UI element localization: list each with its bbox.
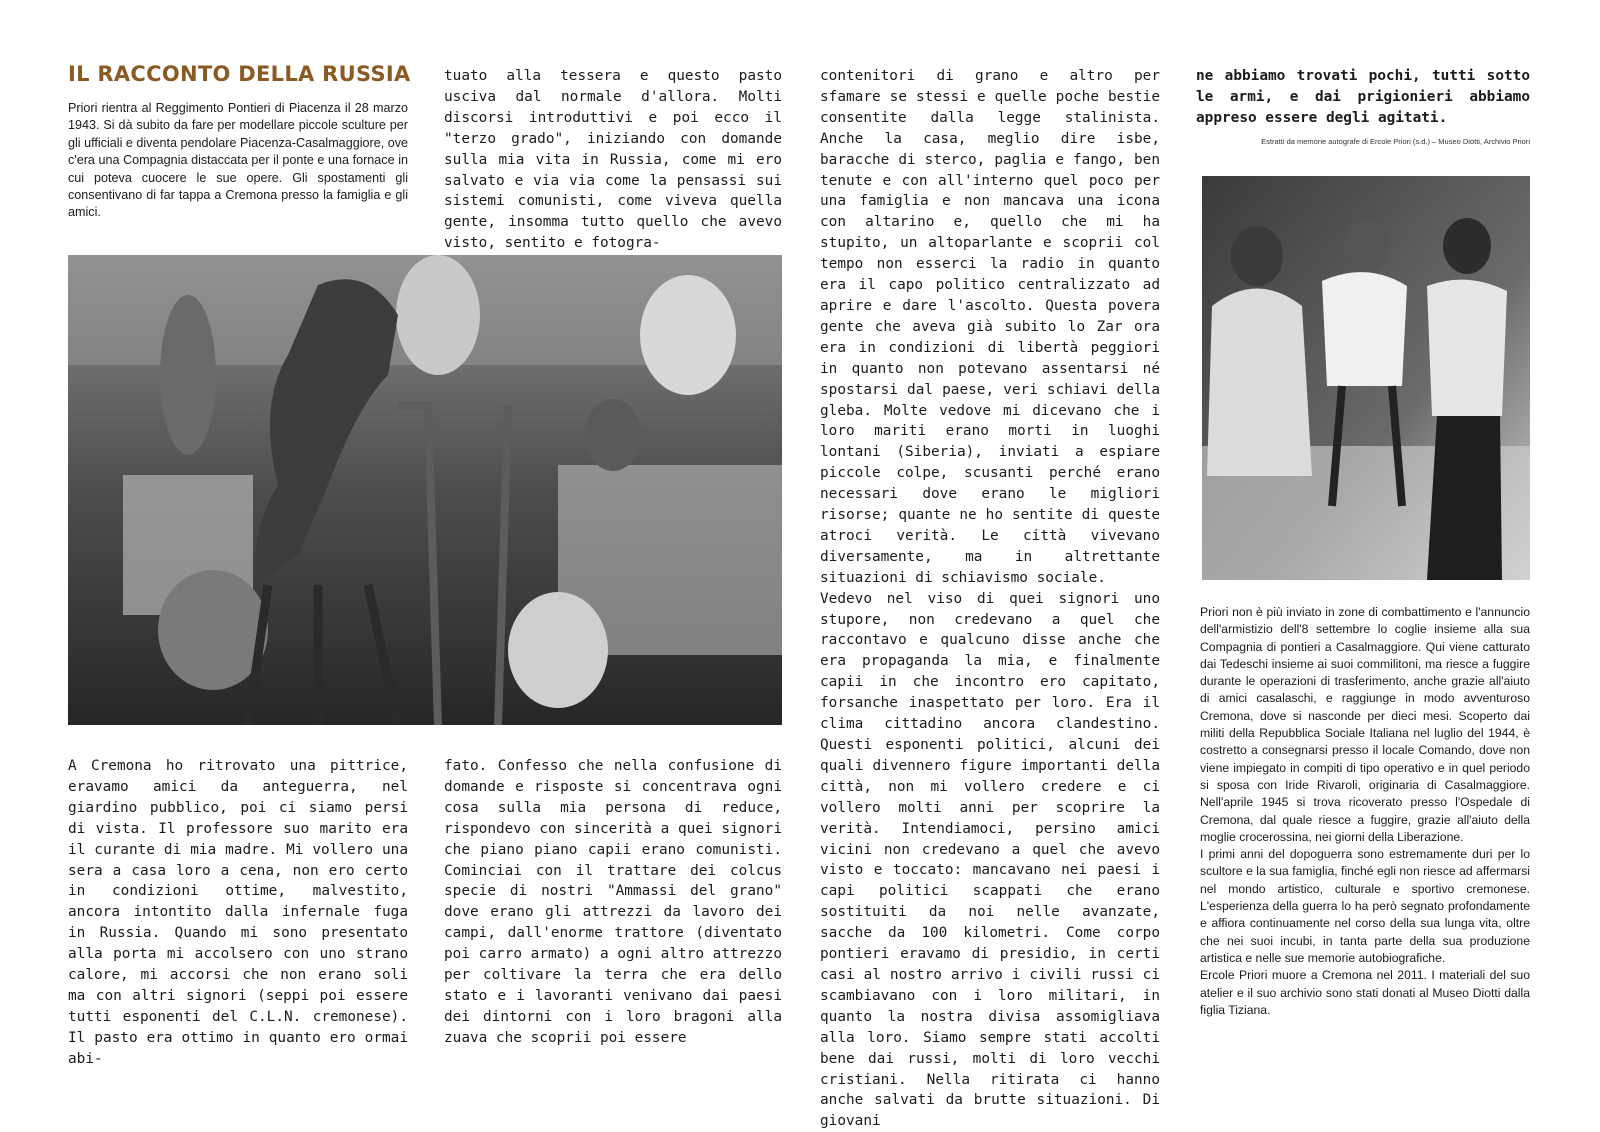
sculptor-studio-photo [68, 255, 782, 725]
column-2-bottom [444, 756, 782, 1049]
column-1-top-text: tuato alla tessera e questo pasto usciva dal normale d'allora. Molti discorsi introduttivi e poi ecco il "terzo grado", iniziando con domande sulla mia vita in Russia, come mi ero salvato e via via come la pensassi sui sistemi comunisti, come viveva quella gente, insomma tutto quello che avevo visto, sentito e fotogra- [444, 68, 782, 252]
column-3-paragraph-1: contenitori di grano e altro per sfamare se stessi e quelle poche bestie consentite dalla legge stalinista. Anche la casa, meglio dire isbe, baracche di sterco, paglia e fango, ben tenute e con all'interno quel poco per una famiglia e non mancava una icona con altarino e, quello che mi ha stupito, un altoparlante e scoprii col tempo non esserci la radio in quanto era il capo politico centralizzato ad aprire e dare l'ascolto. Questa povera gente che aveva già subito lo Zar ora era in condizioni di libertà peggiori in quanto non potevano assentarsi né spostarsi dal paese, veri schiavi della gleba. Molte vedove mi dicevano che i loro mariti erano morti in luoghi lontani (Siberia), inviati a espiare piccole colpe, scusanti perché erano necessari dove erano le migliori risorse; quante ne ho sentite di queste atroci verità. Le città vivevano diversamente, ma in altrettante situazioni di schiavismo sociale. [820, 68, 1160, 586]
column-2-bottom-text: fato. Confesso che nella confusione di domande e risposte si concentrava ogni cosa sulla mia persona di reduce, rispondevo con sincerità a quei signori che piano piano capii erano comunisti. Cominciai con il trattare dei colcus specie di nostri "Ammassi del grano" dove erano gli attrezzi da lavoro dei campi, dall'enorme trattore (diventato poi carro armato) a ogni altro attrezzo per coltivare la terra che era dello stato e i lavoranti venivano dai paesi dei dintorni con i loro bragoni alla zuava che scoprii poi essere [444, 758, 782, 1046]
column-1-bottom [68, 756, 408, 1070]
column-4-top-text: ne abbiamo trovati pochi, tutti sotto le armi, e dai prigionieri abbiamo appreso essere degli agitati. [1196, 68, 1530, 126]
column-1-top [444, 66, 782, 254]
sidebar-paragraph-3: Ercole Priori muore a Cremona nel 2011. I materiali del suo atelier e il suo archivio sono stati donati al Museo Diotti dalla figlia Tiziana. [1200, 968, 1530, 1017]
source-credit: Estratti da memorie autografe di Ercole Priori (s.d.) – Museo Diotti, Archivio Priori [1261, 137, 1530, 146]
family-photo [1202, 176, 1530, 580]
column-4-top [1196, 66, 1530, 129]
sidebar-biography [1200, 604, 1530, 1019]
article-title: IL RACCONTO DELLA RUSSIA [68, 62, 411, 86]
column-1-bottom-text: A Cremona ho ritrovato una pittrice, eravamo amici da anteguerra, nel giardino pubblico, poi ci siamo persi di vista. Il professore suo marito era il curante di mia madre. Mi vollero una sera a casa loro a cena, non ero certo in condizioni ottime, malvestito, ancora intontito dalla infernale fuga in Russia. Quando mi sono presentato alla porta mi accolsero con uno strano calore, mi accorsi che non erano soli ma con altri signori (seppi poi essere tutti esponenti del C.L.N. cremonese). Il pasto era ottimo in quanto ero ormai abi- [68, 758, 408, 1067]
column-3-paragraph-2: Vedevo nel viso di quei signori uno stupore, non credevano a quel che raccontavo e qualcuno disse anche che era propaganda la mia, e finalmente capii in che incontro ero capitato, forsanche inaspettato per loro. Era il clima cittadino ancora clandestino. Questi esponenti politici, alcuni dei quali divennero figure importanti della città, non mi vollero credere e ci vollero molti anni per scoprire la verità. Intendiamoci, persino amici vicini non credevano a quel che avevo visto e toccato: mancavano nei paesi i capi politici scappati che erano sostituiti da noi nelle avanzate, sacche da 100 kilometri. Come corpo pontieri eravamo di presidio, in certi casi al nostro arrivo i civili russi ci scambiavano con i loro militari, in quanto la nostra divisa assomigliava alla loro. Siamo sempre stati accolti bene dai russi, molti di loro vecchi cristiani. Nella ritirata ci hanno anche salvati da brutte situazioni. Di giovani [820, 590, 1160, 1130]
sidebar-paragraph-1: Priori non è più inviato in zone di combattimento e l'annuncio dell'armistizio dell'8 settembre lo coglie insieme alla sua Compagnia di pontieri a Casalmaggiore. Qui viene catturato dai Tedeschi insieme ai suoi commilitoni, ma riesce a fuggire durante le operazioni di trasferimento, anche grazie all'aiuto di amici casalaschi, e raggiunge in modo avventuroso Cremona, dove si nasconde per dieci mesi. Scoperto dai militi della Repubblica Sociale Italiana nel luglio del 1944, è costretto a consegnarsi presso il locale Comando, dove non viene impiegato in compiti di tipo operativo e in quel periodo si sposa con Iride Rivaroli, originaria di Casalmaggiore. Nell'aprile 1945 si trova ricoverato presso l'Ospedale di Cremona, dal quale riesce a fuggire, grazie all'aiuto della moglie crocerossina, nei giorni della Liberazione. [1200, 605, 1530, 844]
intro-text: Priori rientra al Reggimento Pontieri di Piacenza il 28 marzo 1943. Si dà subito da fare per modellare piccole sculture per gli ufficiali e diventa pendolare Piacenza-Casalmaggiore, ove c'era una Compagnia distaccata per il ponte e una fornace in cui poteva cuocere le sue opere. Gli spostamenti gli consentivano di far tappa a Cremona presso la famiglia e gli amici. [68, 101, 409, 220]
sidebar-paragraph-2: I primi anni del dopoguerra sono estremamente duri per lo scultore e la sua famiglia, finché egli non riesce ad affermarsi nel mondo artistico, culturale e sportivo cremonese. L'esperienza della guerra lo ha però segnato profondamente e affiora continuamente nel corso della sua lunga vita, oltre che nei suoi incubi, in tanta parte della sua produzione artistica e nelle sue memorie autobiografiche. [1200, 847, 1530, 965]
column-3 [820, 66, 1160, 1132]
